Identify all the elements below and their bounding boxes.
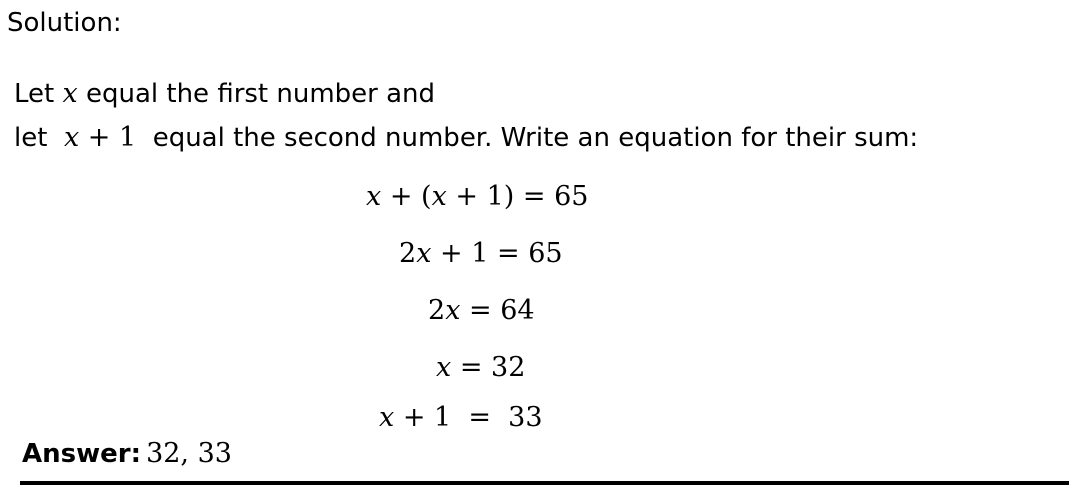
answer-value: 32, 33: [146, 438, 232, 469]
equation-5-rhs: 33: [508, 402, 543, 433]
equation-2-lhs-pre: 2: [399, 238, 417, 269]
equation-1-var-2: x: [431, 181, 447, 212]
intro-line-2: [14, 124, 918, 151]
intro-line-1-variable: x: [62, 78, 78, 109]
equation-1-equals: =: [514, 181, 555, 212]
answer-row: [22, 440, 232, 467]
equation-2-rhs: 65: [528, 238, 563, 269]
equation-2-var-1: x: [416, 238, 432, 269]
equation-step-2: [399, 240, 563, 267]
equation-4-equals: =: [451, 352, 492, 383]
intro-line-2-expression: [64, 122, 136, 153]
solution-heading: Solution:: [7, 8, 122, 38]
equation-3-var-1: x: [445, 295, 461, 326]
equation-3-rhs: 64: [500, 295, 535, 326]
equation-5-equals: =: [451, 402, 509, 433]
equation-5-lhs-mid: + 1: [394, 402, 452, 433]
intro-line-1-prefix: Let: [14, 79, 55, 109]
intro-line-2-variable: x: [63, 122, 80, 153]
answer-label: Answer:: [22, 439, 141, 469]
intro-line-1: [14, 80, 435, 107]
equation-3-lhs-pre: 2: [428, 295, 446, 326]
equation-4-rhs: 32: [491, 352, 526, 383]
equation-2-lhs-mid: + 1: [431, 238, 489, 269]
equation-2-equals: =: [488, 238, 529, 269]
bottom-divider: [20, 481, 1069, 485]
intro-line-2-suffix: equal the second number. Write an equation for their sum:: [152, 123, 919, 153]
equation-1-rhs: 65: [554, 181, 589, 212]
equation-step-1: [366, 183, 588, 210]
intro-line-2-prefix: let: [14, 123, 48, 153]
equation-1-var-1: x: [366, 181, 382, 212]
equation-step-4: [436, 354, 525, 381]
equation-4-var-1: x: [436, 352, 452, 383]
equation-3-equals: =: [460, 295, 501, 326]
intro-line-2-expression-rest: + 1: [87, 122, 137, 153]
equation-5-var-1: x: [379, 402, 395, 433]
equation-step-5: [379, 404, 543, 431]
equation-step-3: [428, 297, 535, 324]
equation-1-lhs-post: + 1): [446, 181, 515, 212]
equation-1-lhs-mid: + (: [381, 181, 432, 212]
intro-line-1-suffix: equal the first number and: [85, 79, 436, 109]
